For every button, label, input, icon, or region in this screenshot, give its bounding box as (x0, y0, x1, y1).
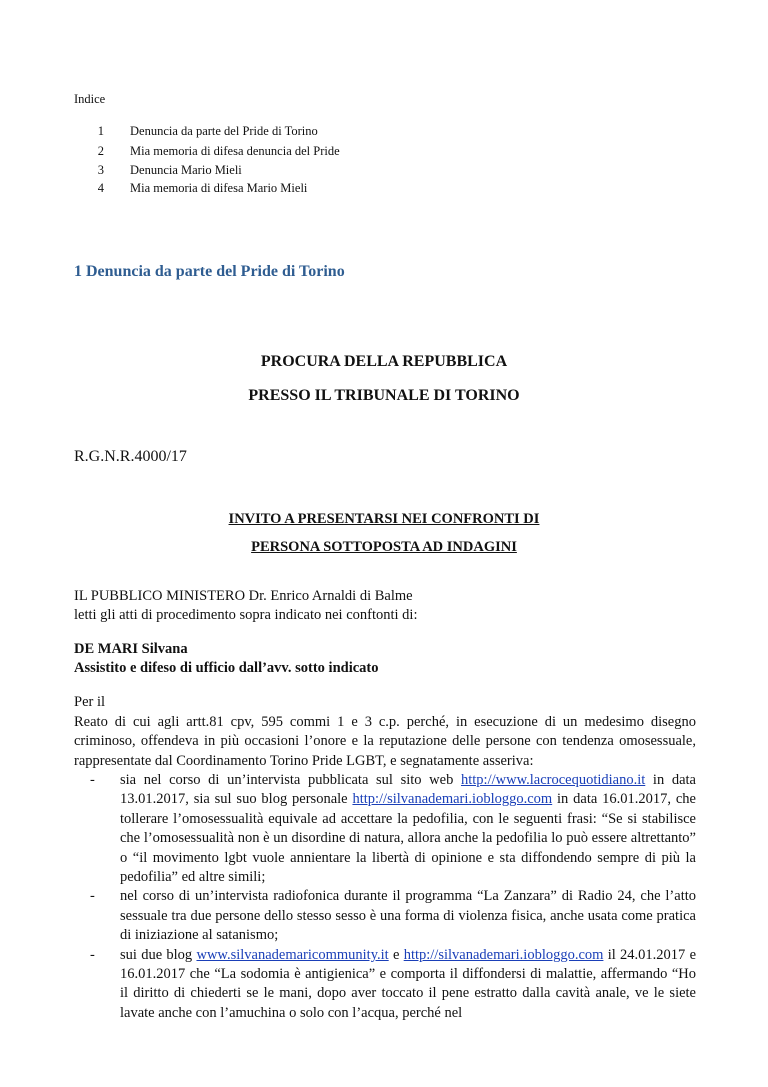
list-item (90, 887, 696, 945)
list-item (90, 946, 696, 1024)
defendant-defense-note: Assistito e difeso di ufficio dall’avv. sotto indicato (74, 660, 379, 676)
index-item-title: Denuncia da parte del Pride di Torino (130, 124, 318, 138)
bullet-text: e (388, 946, 404, 963)
invite-title-line-2: PERSONA SOTTOPOSTA AD INDAGINI (251, 539, 517, 555)
community-link[interactable]: www.silvanademaricommunity.it (196, 946, 389, 963)
index-item-number: 1 (97, 124, 104, 138)
invite-title-line-1: INVITO A PRESENTARSI NEI CONFRONTI DI (228, 511, 540, 527)
list-item (90, 771, 696, 887)
bullet-text: in data 16.01.2017, che tollerare l’omosessualità equivale ad accettare la pedofilia, con le seguenti frasi: “Se si stabilisce che l’omosessualità non è un disordine di natura, allora anche la pedofilia lo può essere altrettanto” o “il movimento lgbt vuole annientare la libertà di opinione e sta diffondendo sempre di più la pedofilia” ed altre simili; (120, 791, 696, 886)
lacrocequotidiano-link[interactable]: http://www.lacrocequotidiano.it (460, 772, 646, 788)
court-title-line-1: PROCURA DELLA REPUBBLICA (260, 353, 508, 370)
section-heading: 1 Denuncia da parte del Pride di Torino (74, 263, 345, 280)
index-item-number: 4 (97, 181, 104, 195)
charge-list (90, 771, 696, 1023)
index-item-title: Mia memoria di difesa denuncia del Pride (130, 144, 340, 158)
bullet-text: sui due blog (120, 946, 197, 963)
bullet-text: il 24.01.2017 e 16.01.2017 che “La sodomia è antigienica” e comporta il diffondersi di malattie, affermando “Ho il diritto di chiederti se le mani, dopo aver toccato il pene estratto dalla cavità anale, ve le siete lavate anche con l’amuchina o solo con l’acqua, perché nel (120, 946, 697, 1021)
charge-intro: Reato di cui agli artt.81 cpv, 595 commi 1 e 3 c.p. perché, in esecuzione di un medesimo disegno criminoso, offendeva in più occasioni l’onore e la reputazione delle persone con tendenza omosessuale, rappresentate dal Coordinamento Torino Pride LGBT, e segnatamente asseriva: (74, 714, 696, 769)
bullet-dash: - (90, 888, 95, 905)
pm-line: IL PUBBLICO MINISTERO Dr. Enrico Arnaldi di Balme (74, 588, 413, 604)
bullet-text: sia nel corso di un’intervista pubblicata sul sito web (120, 772, 461, 788)
bullet-dash: - (90, 772, 95, 788)
iobloggo-link[interactable]: http://silvanademari.iobloggo.com (352, 791, 553, 808)
bullet-text: nel corso di un’intervista radiofonica durante il programma “La Zanzara” di Radio 24, che l’atto sessuale tra due persone dello stesso sesso è una forma di violenza fisica, anche usata come pratica di iniziazione al satanismo; (120, 888, 696, 944)
bullet-dash: - (90, 946, 95, 963)
index-item-title: Denuncia Mario Mieli (130, 163, 242, 177)
index-item-title: Mia memoria di difesa Mario Mieli (130, 181, 308, 195)
court-title-line-2: PRESSO IL TRIBUNALE DI TORINO (248, 387, 520, 404)
bullet-text: in data 13.01.2017, sia sul suo blog personale (120, 772, 696, 808)
defendant-name: DE MARI Silvana (74, 641, 188, 657)
pm-acts-line: letti gli atti di procedimento sopra indicato nei conftonti di: (74, 607, 418, 623)
charge-per-il: Per il (74, 694, 106, 710)
index-heading: Indice (74, 92, 106, 106)
index-item-number: 3 (97, 163, 104, 177)
iobloggo-link[interactable]: http://silvanademari.iobloggo.com (403, 946, 604, 963)
case-number: R.G.N.R.4000/17 (74, 448, 187, 465)
index-item-number: 2 (97, 144, 104, 158)
